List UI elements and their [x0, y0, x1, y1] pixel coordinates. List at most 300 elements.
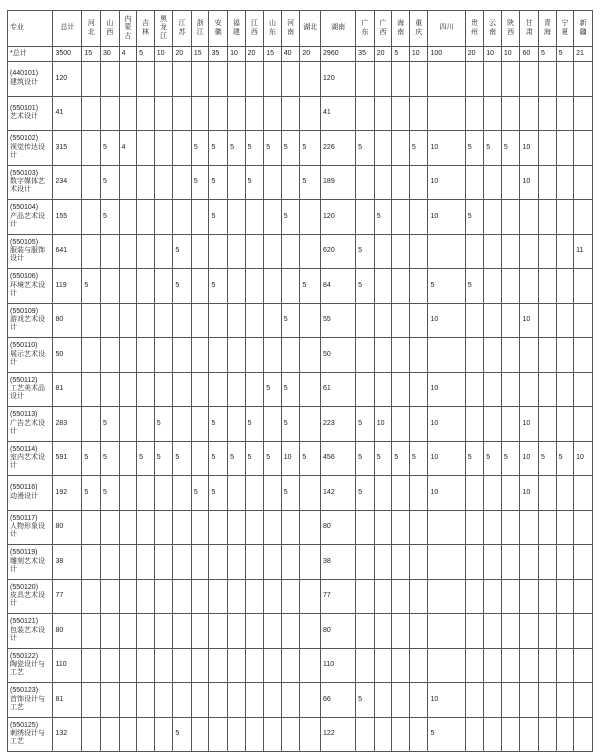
- province-quota: [281, 234, 300, 269]
- province-quota: [465, 165, 484, 200]
- province-quota: 5: [465, 441, 484, 476]
- province-quota: [392, 165, 410, 200]
- province-quota: [520, 579, 539, 614]
- province-quota: [484, 614, 502, 649]
- province-quota: [556, 303, 574, 338]
- province-quota: [539, 234, 557, 269]
- province-quota: [356, 510, 375, 545]
- province-quota: [574, 338, 593, 373]
- province-quota: [539, 200, 557, 235]
- province-quota: [484, 579, 502, 614]
- province-quota: 5: [356, 269, 375, 304]
- province-quota: [154, 62, 173, 97]
- province-quota: [300, 62, 321, 97]
- major-row: [8, 407, 593, 442]
- province-quota: [173, 200, 192, 235]
- province-quota: [300, 407, 321, 442]
- province-quota: 5: [245, 441, 264, 476]
- province-quota: [173, 131, 192, 166]
- province-quota: [119, 579, 137, 614]
- province-quota: [409, 683, 428, 718]
- province-quota: [82, 407, 101, 442]
- province-quota: [281, 165, 300, 200]
- major-row: [8, 62, 593, 97]
- province-quota: [374, 269, 392, 304]
- major-row: [8, 579, 593, 614]
- major-total: 50: [53, 338, 82, 373]
- province-quota: [574, 165, 593, 200]
- province-quota: [409, 407, 428, 442]
- province-quota: [300, 338, 321, 373]
- province-quota: 5: [484, 441, 502, 476]
- province-header: 甘肃: [520, 11, 539, 47]
- province-quota: [428, 234, 465, 269]
- province-quota: [245, 545, 264, 580]
- major-row: [8, 338, 593, 373]
- province-quota: [501, 510, 520, 545]
- province-quota: [173, 165, 192, 200]
- province-quota: [209, 510, 228, 545]
- province-quota: [245, 234, 264, 269]
- province-quota: 10: [520, 303, 539, 338]
- province-quota: [574, 62, 593, 97]
- province-quota: [409, 200, 428, 235]
- province-quota: 5: [101, 441, 120, 476]
- province-quota: 5: [264, 131, 282, 166]
- province-quota: [392, 510, 410, 545]
- province-quota: [374, 131, 392, 166]
- major-row: [8, 683, 593, 718]
- province-quota: [392, 372, 410, 407]
- province-quota: [356, 200, 375, 235]
- total-province-value: 5: [556, 47, 574, 62]
- major-total: 110: [53, 648, 82, 683]
- province-quota: [228, 510, 246, 545]
- province-quota: [409, 614, 428, 649]
- province-quota: [82, 200, 101, 235]
- province-quota: 5: [556, 441, 574, 476]
- major-name: 首饰设计与工艺: [10, 695, 45, 711]
- province-quota: [465, 96, 484, 131]
- province-quota: [556, 338, 574, 373]
- total-province-value: 5: [392, 47, 410, 62]
- province-header: 山东: [264, 11, 282, 47]
- province-quota: 38: [321, 545, 356, 580]
- province-quota: [191, 269, 209, 304]
- total-province-value: 35: [209, 47, 228, 62]
- province-quota: [264, 683, 282, 718]
- province-quota: [264, 269, 282, 304]
- province-header: 广西: [374, 11, 392, 47]
- province-quota: [82, 96, 101, 131]
- province-quota: [300, 303, 321, 338]
- province-quota: [209, 234, 228, 269]
- province-quota: 5: [101, 131, 120, 166]
- province-quota: [465, 614, 484, 649]
- major-total: 283: [53, 407, 82, 442]
- province-quota: [465, 648, 484, 683]
- province-quota: 5: [209, 131, 228, 166]
- province-quota: [501, 717, 520, 752]
- province-quota: [374, 62, 392, 97]
- province-quota: [82, 683, 101, 718]
- major-code: (550112): [10, 376, 38, 384]
- major-code: (550114): [10, 445, 38, 453]
- province-quota: 5: [209, 269, 228, 304]
- province-quota: [281, 648, 300, 683]
- major-row: [8, 96, 593, 131]
- major-cell: [8, 579, 53, 614]
- province-quota: [539, 165, 557, 200]
- major-name: 建筑设计: [10, 78, 38, 86]
- province-quota: [119, 338, 137, 373]
- province-quota: [119, 545, 137, 580]
- province-quota: [465, 510, 484, 545]
- province-quota: [137, 476, 155, 511]
- province-quota: [137, 131, 155, 166]
- province-quota: [428, 96, 465, 131]
- province-quota: [409, 372, 428, 407]
- province-quota: [356, 165, 375, 200]
- major-code: (550122): [10, 652, 39, 660]
- total-province-value: 15: [191, 47, 209, 62]
- major-name: 广告艺术设计: [10, 419, 45, 435]
- total-province-value: 10: [484, 47, 502, 62]
- major-code: (550125): [10, 721, 39, 729]
- province-quota: [119, 648, 137, 683]
- province-quota: [465, 579, 484, 614]
- province-quota: [300, 648, 321, 683]
- province-quota: 5: [409, 131, 428, 166]
- total-province-value: 35: [356, 47, 375, 62]
- province-quota: 5: [191, 131, 209, 166]
- major-name: 艺术设计: [10, 113, 38, 121]
- province-quota: [191, 372, 209, 407]
- province-quota: [501, 165, 520, 200]
- province-quota: [154, 269, 173, 304]
- province-quota: [300, 476, 321, 511]
- province-quota: [154, 372, 173, 407]
- province-quota: 5: [300, 165, 321, 200]
- province-quota: 10: [520, 407, 539, 442]
- province-quota: [101, 717, 120, 752]
- province-quota: [574, 717, 593, 752]
- province-quota: [356, 96, 375, 131]
- enrollment-quota-table: [7, 10, 593, 752]
- major-total: 155: [53, 200, 82, 235]
- province-quota: [191, 234, 209, 269]
- major-code: (550105): [10, 238, 39, 246]
- province-quota: [119, 165, 137, 200]
- province-quota: [520, 510, 539, 545]
- province-quota: [409, 476, 428, 511]
- province-quota: [465, 717, 484, 752]
- province-quota: 5: [209, 407, 228, 442]
- province-quota: [465, 303, 484, 338]
- province-quota: 5: [356, 407, 375, 442]
- province-header: 浙江: [191, 11, 209, 47]
- province-header: 山西: [101, 11, 120, 47]
- province-quota: [119, 234, 137, 269]
- major-name: 人物形象设计: [10, 523, 45, 539]
- province-quota: [245, 683, 264, 718]
- province-quota: [409, 545, 428, 580]
- province-quota: 5: [209, 476, 228, 511]
- province-quota: 5: [101, 476, 120, 511]
- province-quota: [173, 407, 192, 442]
- province-quota: 5: [173, 234, 192, 269]
- total-province-value: 4: [119, 47, 137, 62]
- province-quota: [191, 648, 209, 683]
- province-quota: [300, 614, 321, 649]
- province-quota: [137, 545, 155, 580]
- province-quota: [356, 545, 375, 580]
- province-quota: 10: [374, 407, 392, 442]
- province-quota: [173, 579, 192, 614]
- major-name: 展示艺术设计: [10, 350, 45, 366]
- major-total: 38: [53, 545, 82, 580]
- province-quota: [574, 303, 593, 338]
- province-quota: [119, 510, 137, 545]
- province-quota: [392, 683, 410, 718]
- province-quota: [119, 96, 137, 131]
- province-quota: [501, 476, 520, 511]
- major-row: [8, 476, 593, 511]
- province-quota: [119, 62, 137, 97]
- major-code: (550116): [10, 484, 38, 492]
- province-quota: [264, 717, 282, 752]
- province-quota: [574, 407, 593, 442]
- province-quota: 620: [321, 234, 356, 269]
- province-quota: 5: [281, 131, 300, 166]
- province-quota: [556, 200, 574, 235]
- province-quota: [154, 234, 173, 269]
- province-quota: [245, 96, 264, 131]
- province-quota: [539, 579, 557, 614]
- province-quota: 5: [300, 269, 321, 304]
- province-quota: [428, 338, 465, 373]
- total-province-value: 21: [574, 47, 593, 62]
- province-header: 湖北: [300, 11, 321, 47]
- province-quota: 77: [321, 579, 356, 614]
- province-quota: [374, 579, 392, 614]
- province-quota: [245, 372, 264, 407]
- province-quota: [392, 234, 410, 269]
- province-quota: [501, 96, 520, 131]
- province-quota: [82, 648, 101, 683]
- province-quota: [300, 683, 321, 718]
- province-quota: [409, 717, 428, 752]
- province-quota: [137, 648, 155, 683]
- province-quota: [539, 407, 557, 442]
- province-quota: 10: [428, 441, 465, 476]
- province-quota: [154, 579, 173, 614]
- province-quota: [409, 234, 428, 269]
- province-quota: [245, 614, 264, 649]
- province-quota: [520, 234, 539, 269]
- province-quota: [264, 579, 282, 614]
- province-quota: [409, 303, 428, 338]
- province-quota: [209, 579, 228, 614]
- province-quota: [101, 62, 120, 97]
- major-row: [8, 545, 593, 580]
- major-code: (550103): [10, 169, 39, 177]
- major-cell: [8, 372, 53, 407]
- major-row: [8, 614, 593, 649]
- province-quota: [119, 200, 137, 235]
- province-quota: [484, 338, 502, 373]
- major-name: 室内艺术设计: [10, 454, 45, 470]
- province-quota: [556, 545, 574, 580]
- province-quota: [119, 407, 137, 442]
- total-province-value: 10: [228, 47, 246, 62]
- major-cell: [8, 648, 53, 683]
- province-quota: [484, 372, 502, 407]
- major-total: 81: [53, 372, 82, 407]
- province-quota: [484, 303, 502, 338]
- province-quota: [281, 96, 300, 131]
- province-quota: [245, 579, 264, 614]
- province-quota: [228, 269, 246, 304]
- total-province-value: 20: [245, 47, 264, 62]
- province-quota: [137, 407, 155, 442]
- province-quota: [465, 62, 484, 97]
- province-quota: [154, 717, 173, 752]
- province-quota: [356, 303, 375, 338]
- province-quota: 5: [281, 200, 300, 235]
- province-quota: [520, 269, 539, 304]
- province-quota: [173, 372, 192, 407]
- province-quota: [465, 234, 484, 269]
- province-quota: [356, 648, 375, 683]
- province-quota: [501, 62, 520, 97]
- major-code: (550121): [10, 618, 39, 626]
- province-quota: [101, 372, 120, 407]
- province-quota: [281, 579, 300, 614]
- province-quota: [228, 234, 246, 269]
- province-quota: 10: [428, 165, 465, 200]
- province-quota: [409, 96, 428, 131]
- province-quota: [574, 131, 593, 166]
- province-quota: [119, 372, 137, 407]
- province-quota: 61: [321, 372, 356, 407]
- province-quota: [264, 407, 282, 442]
- province-quota: [82, 62, 101, 97]
- province-quota: [465, 545, 484, 580]
- major-cell: [8, 407, 53, 442]
- province-quota: [520, 96, 539, 131]
- province-quota: 5: [245, 165, 264, 200]
- province-quota: [428, 648, 465, 683]
- province-quota: [82, 579, 101, 614]
- province-quota: [501, 545, 520, 580]
- province-quota: [501, 200, 520, 235]
- province-quota: [539, 648, 557, 683]
- province-quota: [82, 545, 101, 580]
- province-quota: [137, 269, 155, 304]
- province-quota: [264, 62, 282, 97]
- province-quota: [574, 200, 593, 235]
- province-quota: [245, 510, 264, 545]
- province-quota: [574, 510, 593, 545]
- province-quota: [374, 476, 392, 511]
- major-code: (550109): [10, 307, 39, 315]
- province-quota: 5: [154, 407, 173, 442]
- province-quota: [520, 200, 539, 235]
- major-code: (550113): [10, 411, 38, 419]
- province-quota: [484, 545, 502, 580]
- province-quota: 5: [281, 476, 300, 511]
- province-quota: [484, 96, 502, 131]
- province-quota: [356, 579, 375, 614]
- province-quota: [228, 648, 246, 683]
- province-quota: 5: [154, 441, 173, 476]
- province-quota: [119, 717, 137, 752]
- province-quota: [209, 303, 228, 338]
- province-quota: [209, 545, 228, 580]
- province-quota: [82, 165, 101, 200]
- province-quota: [209, 372, 228, 407]
- province-quota: [173, 683, 192, 718]
- province-quota: 5: [281, 303, 300, 338]
- province-quota: [82, 338, 101, 373]
- major-cell: [8, 303, 53, 338]
- province-quota: [209, 648, 228, 683]
- major-code: (550110): [10, 342, 38, 350]
- province-quota: [484, 648, 502, 683]
- province-quota: [374, 303, 392, 338]
- province-header: 宁夏: [556, 11, 574, 47]
- province-quota: 110: [321, 648, 356, 683]
- province-quota: [281, 717, 300, 752]
- province-quota: 5: [281, 372, 300, 407]
- major-name: 动漫设计: [10, 492, 38, 500]
- province-quota: [520, 372, 539, 407]
- province-header: 重庆: [409, 11, 428, 47]
- total-province-value: 40: [281, 47, 300, 62]
- major-row: [8, 441, 593, 476]
- major-cell: [8, 269, 53, 304]
- province-quota: [228, 62, 246, 97]
- province-quota: 10: [428, 476, 465, 511]
- total-province-value: 15: [82, 47, 101, 62]
- province-quota: 5: [356, 131, 375, 166]
- province-quota: [300, 545, 321, 580]
- province-quota: [300, 510, 321, 545]
- province-quota: [173, 614, 192, 649]
- total-row: [8, 47, 593, 62]
- province-quota: [556, 683, 574, 718]
- province-quota: [264, 96, 282, 131]
- province-header: 安徽: [209, 11, 228, 47]
- province-quota: [209, 683, 228, 718]
- province-quota: 5: [501, 131, 520, 166]
- province-quota: [574, 683, 593, 718]
- province-quota: [539, 372, 557, 407]
- major-code: (550123): [10, 687, 39, 695]
- province-quota: 5: [264, 372, 282, 407]
- province-quota: 5: [228, 131, 246, 166]
- province-quota: 5: [465, 131, 484, 166]
- major-code: (440101): [10, 70, 39, 78]
- major-cell: [8, 234, 53, 269]
- province-quota: [191, 683, 209, 718]
- province-quota: [154, 303, 173, 338]
- province-header: 福建: [228, 11, 246, 47]
- total-value: 3500: [53, 47, 82, 62]
- province-quota: 5: [228, 441, 246, 476]
- province-quota: [428, 510, 465, 545]
